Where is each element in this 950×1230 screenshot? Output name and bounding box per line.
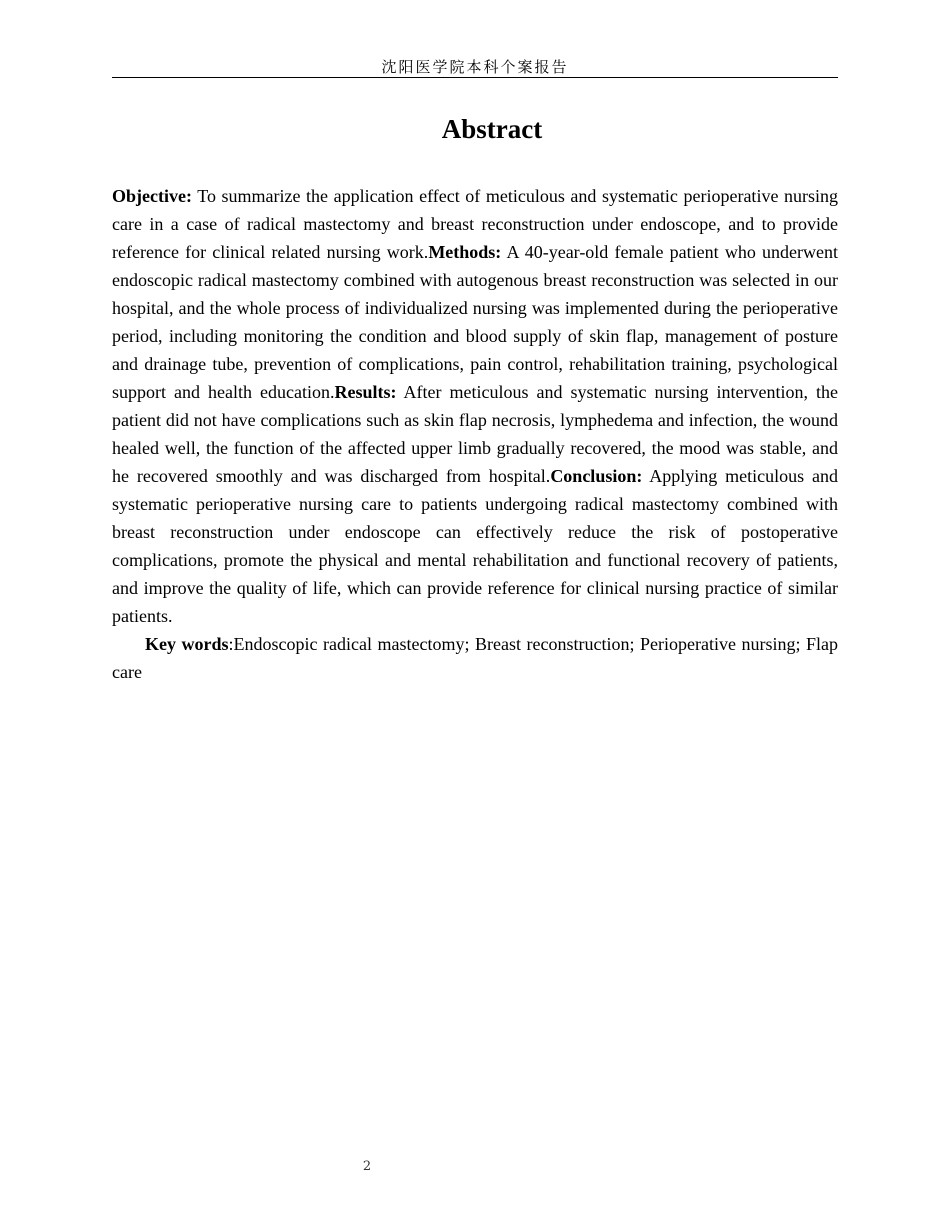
- keywords-label: Key words: [145, 634, 229, 654]
- conclusion-text: Applying meticulous and systematic perioperative nursing care to patients undergoing radical mastectomy combined with breast reconstruction under endoscope can effectively reduce the risk of postoperative complications, promote the physical and mental rehabilitation and functional recovery of patients, and improve the quality of life, which can provide reference for clinical nursing practice of similar patients.: [112, 466, 839, 626]
- methods-text: A 40-year-old female patient who underwent endoscopic radical mastectomy combined with autogenous breast reconstruction was selected in our hospital, and the whole process of individualized nursing was implemented during the perioperative period, including monitoring the condition and blood supply of skin flap, management of posture and drainage tube, prevention of complications, pain control, rehabilitation training, psychological support and health education.: [112, 242, 838, 402]
- objective-label: Objective:: [112, 186, 192, 206]
- results-text: After meticulous and systematic nursing intervention, the patient did not have complications such as skin flap necrosis, lymphedema and infection, the wound healed well, the function of the affected upper limb gradually recovered, the mood was stable, and he recovered smoothly and was discharged from hospital.: [112, 382, 838, 486]
- abstract-paragraph: [112, 182, 838, 630]
- abstract-body: [112, 182, 838, 686]
- running-header: 沈阳医学院本科个案报告: [381, 58, 569, 76]
- page-number: 2: [362, 1159, 372, 1174]
- results-label: Results:: [334, 382, 397, 402]
- header-rule: [112, 77, 838, 78]
- keywords-paragraph: [112, 630, 838, 686]
- objective-text: To summarize the application effect of meticulous and systematic perioperative nursing care in a case of radical mastectomy and breast reconstruction under endoscope, and to provide reference for clinical related nursing work.: [112, 186, 838, 262]
- keywords-text: :Endoscopic radical mastectomy; Breast reconstruction; Perioperative nursing; Flap care: [112, 634, 838, 682]
- methods-label: Methods:: [428, 242, 502, 262]
- abstract-title: Abstract: [441, 114, 543, 144]
- conclusion-label: Conclusion:: [550, 466, 643, 486]
